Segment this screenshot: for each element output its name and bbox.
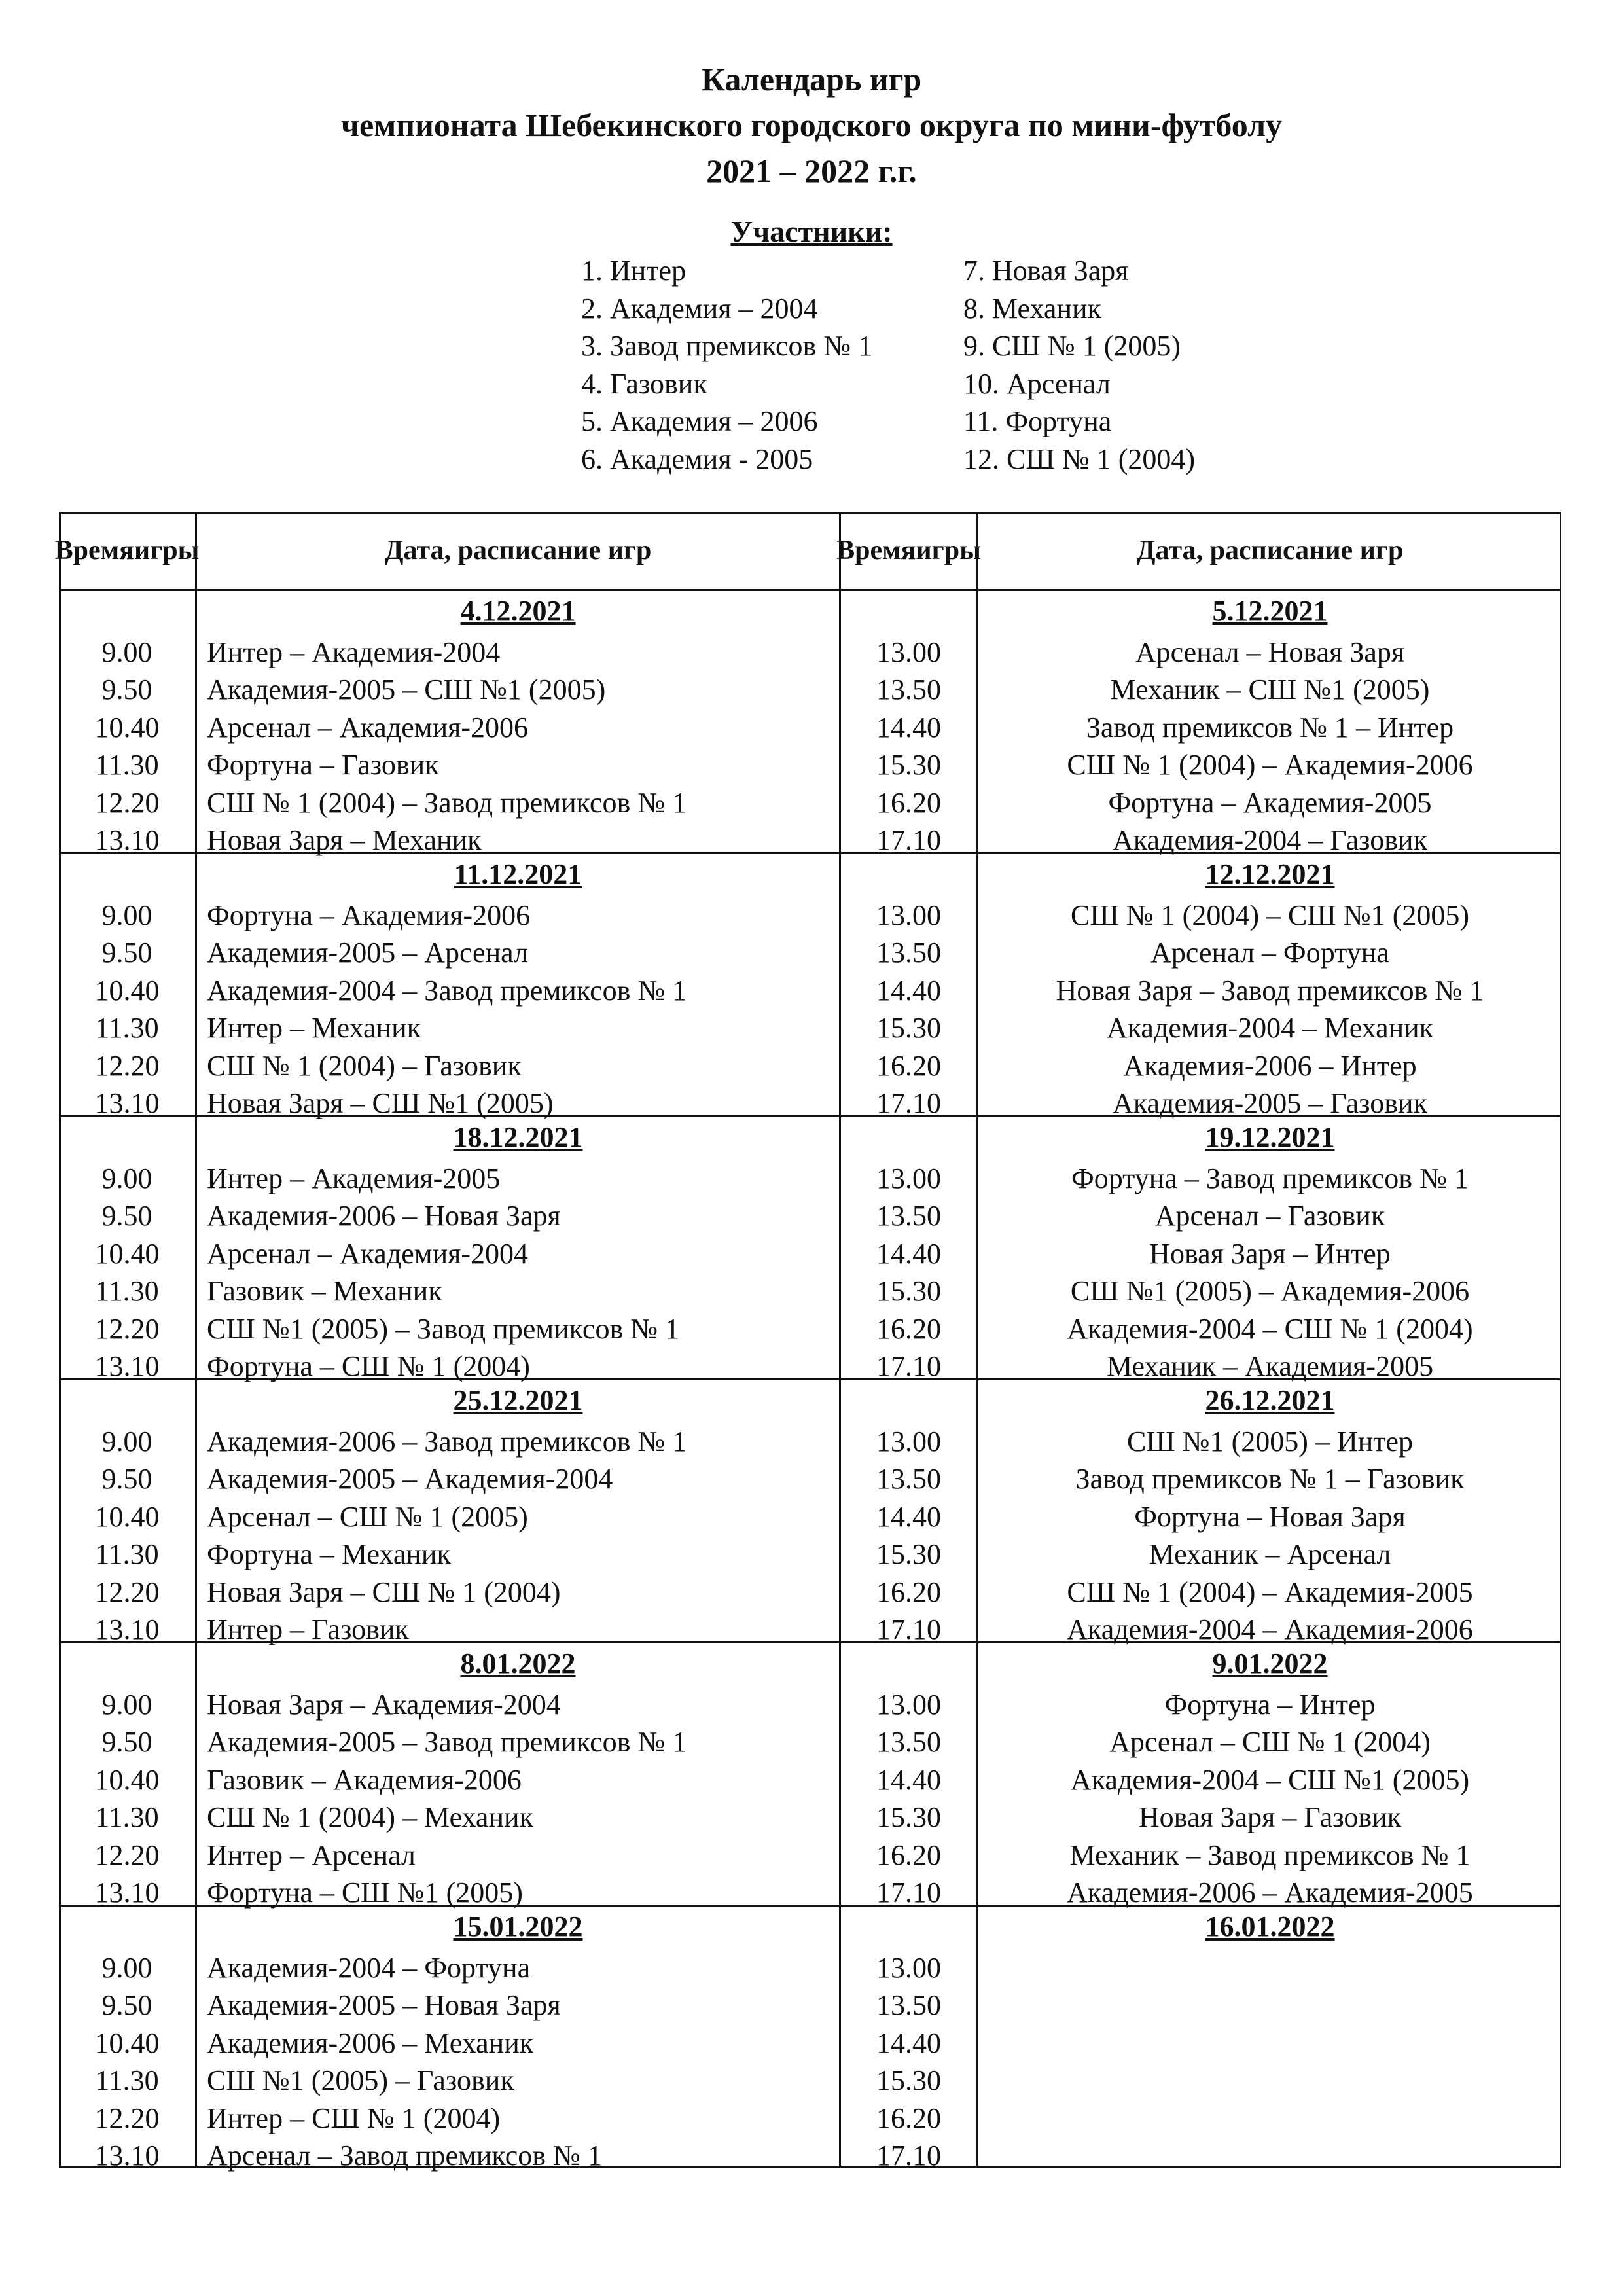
game-pairing: СШ № 1 (2004) – Газовик <box>207 1049 522 1082</box>
game-pairing: Академия-2004 – Фортуна <box>207 1952 531 1984</box>
game-pairing: Новая Заря – Газовик <box>1138 1801 1402 1834</box>
game-time: 13.00 <box>876 1162 941 1194</box>
game-time: 14.40 <box>876 711 941 744</box>
game-pairing: СШ № 1 (2004) – СШ №1 (2005) <box>1070 899 1470 931</box>
game-times <box>59 1949 195 2174</box>
game-pairing: СШ №1 (2005) – Академия-2006 <box>1070 1275 1470 1308</box>
match-day-date: 25.12.2021 <box>453 1384 583 1416</box>
game-time: 15.30 <box>876 1801 941 1834</box>
game-time: 14.40 <box>876 1500 941 1533</box>
game-time: 11.30 <box>95 2064 159 2097</box>
game-time: 13.00 <box>876 1952 941 1984</box>
game-pairing: Академия-2006 – Академия-2005 <box>1067 1876 1473 1909</box>
game-time: 12.20 <box>94 1575 160 1608</box>
game-pairing: Академия-2004 – Газовик <box>1113 824 1427 857</box>
game-pairing: Интер – Академия-2004 <box>207 636 501 668</box>
schedule-block <box>59 1378 1561 1646</box>
game-pairing: Академия-2004 – Механик <box>1106 1012 1434 1045</box>
game-time: 14.40 <box>876 1237 941 1270</box>
participant-item: 9. СШ № 1 (2005) <box>963 330 1181 362</box>
game-pairing: Арсенал – Фортуна <box>1150 937 1389 969</box>
game-time: 16.20 <box>876 1575 941 1608</box>
game-pairing: Арсенал – СШ № 1 (2004) <box>1109 1726 1431 1759</box>
match-day-date: 19.12.2021 <box>1205 1121 1335 1153</box>
game-time: 17.10 <box>876 1613 941 1646</box>
game-pairing: СШ № 1 (2004) – Академия-2005 <box>1067 1575 1473 1608</box>
game-pairing: Фортуна – Механик <box>207 1538 451 1571</box>
game-pairing: Арсенал – Академия-2006 <box>207 711 529 744</box>
game-pairing: Академия-2005 – Академия-2004 <box>207 1463 613 1496</box>
game-time: 9.00 <box>101 1952 152 1984</box>
game-pairing: Арсенал – Новая Заря <box>1135 636 1405 668</box>
game-time: 11.30 <box>95 1801 159 1834</box>
game-time: 15.30 <box>876 749 941 781</box>
game-time: 13.00 <box>876 899 941 931</box>
game-time: 16.20 <box>876 2102 941 2134</box>
game-times <box>59 1423 195 1648</box>
game-pairing: Интер – Академия-2005 <box>207 1162 501 1194</box>
game-list <box>207 1160 822 1385</box>
header-time-word: Время <box>54 535 134 565</box>
header-time-right <box>836 512 981 589</box>
game-times <box>841 1949 976 2174</box>
participant-item: 5. Академия – 2006 <box>581 405 818 437</box>
game-pairing: Академия-2004 – СШ №1 (2005) <box>1070 1763 1470 1796</box>
schedule-block <box>59 1905 1561 2172</box>
game-time: 13.10 <box>94 1350 160 1383</box>
game-pairing: Фортуна – Академия-2005 <box>1108 786 1432 819</box>
game-pairing: Арсенал – Газовик <box>1154 1200 1385 1232</box>
document-subtitle: чемпионата Шебекинского городского округа по мини-футболу <box>340 107 1283 143</box>
game-pairing: Академия-2004 – Академия-2006 <box>1067 1613 1473 1646</box>
game-pairing: Фортуна – Академия-2006 <box>207 899 531 931</box>
game-times <box>841 897 976 1122</box>
game-pairing: Арсенал – Академия-2004 <box>207 1237 529 1270</box>
header-time-word: игры <box>134 535 200 565</box>
game-times <box>841 1686 976 1911</box>
game-time: 17.10 <box>876 1350 941 1383</box>
match-day-date: 12.12.2021 <box>1205 858 1335 890</box>
game-pairing: Академия-2005 – Новая Заря <box>207 1989 561 2022</box>
game-pairing: Академия-2004 – Завод премиксов № 1 <box>207 974 687 1007</box>
game-pairing: Академия-2006 – Механик <box>207 2026 534 2059</box>
game-time: 13.50 <box>876 937 941 969</box>
game-time: 9.00 <box>101 899 152 931</box>
game-pairing: Арсенал – Завод премиксов № 1 <box>207 2140 602 2172</box>
match-day-date: 26.12.2021 <box>1205 1384 1335 1416</box>
game-pairing: Новая Заря – Академия-2004 <box>207 1689 561 1721</box>
game-time: 13.10 <box>94 1087 160 1120</box>
game-list <box>207 1949 822 2174</box>
game-time: 9.50 <box>101 1989 152 2022</box>
game-time: 12.20 <box>94 786 160 819</box>
game-time: 13.10 <box>94 824 160 857</box>
match-day-date: 15.01.2022 <box>453 1910 583 1943</box>
participant-item: 12. СШ № 1 (2004) <box>963 442 1196 475</box>
header-time-word: Время <box>836 535 916 565</box>
game-pairing: Механик – Академия-2005 <box>1106 1350 1434 1383</box>
header-schedule-right: Дата, расписание игр <box>1136 535 1404 565</box>
game-time: 13.50 <box>876 1989 941 2022</box>
game-pairing: СШ №1 (2005) – Интер <box>1126 1426 1414 1458</box>
match-day-date: 4.12.2021 <box>460 595 576 627</box>
game-time: 17.10 <box>876 1876 941 1909</box>
participant-item: 11. Фортуна <box>963 405 1112 437</box>
game-time: 13.10 <box>94 1613 160 1646</box>
game-list <box>978 1423 1561 1648</box>
participant-item: 7. Новая Заря <box>963 255 1129 287</box>
game-list <box>207 634 822 859</box>
game-times <box>841 1423 976 1648</box>
schedule-block <box>59 1115 1561 1383</box>
game-time: 16.20 <box>876 1312 941 1345</box>
game-pairing: Фортуна – СШ № 1 (2004) <box>207 1350 530 1383</box>
game-time: 17.10 <box>876 824 941 857</box>
game-pairing: Академия-2005 – Завод премиксов № 1 <box>207 1726 687 1759</box>
game-pairing: Новая Заря – Механик <box>207 824 482 857</box>
game-pairing: Интер – Газовик <box>207 1613 409 1646</box>
game-pairing: Академия-2004 – СШ № 1 (2004) <box>1067 1312 1473 1345</box>
game-pairing: Интер – Арсенал <box>207 1839 416 1871</box>
game-pairing: СШ № 1 (2004) – Завод премиксов № 1 <box>207 786 687 819</box>
game-time: 9.00 <box>101 1689 152 1721</box>
document-title: Календарь игр <box>701 61 922 98</box>
game-time: 13.50 <box>876 1463 941 1496</box>
header-time-left <box>54 512 200 589</box>
game-time: 10.40 <box>94 1763 160 1796</box>
game-pairing: Академия-2006 – Новая Заря <box>207 1200 561 1232</box>
game-time: 10.40 <box>94 2026 160 2059</box>
participants-list-right <box>963 252 1195 478</box>
game-time: 15.30 <box>876 1275 941 1308</box>
game-time: 9.50 <box>101 1726 152 1759</box>
game-pairing: СШ №1 (2005) – Газовик <box>207 2064 514 2097</box>
game-time: 11.30 <box>95 749 159 781</box>
game-pairing: Интер – Механик <box>207 1012 421 1045</box>
match-day-date: 18.12.2021 <box>453 1121 583 1153</box>
game-list <box>207 897 822 1122</box>
game-pairing: Академия-2006 – Интер <box>1123 1049 1417 1082</box>
game-times <box>59 634 195 859</box>
game-time: 12.20 <box>94 1312 160 1345</box>
game-time: 14.40 <box>876 974 941 1007</box>
game-list <box>207 1423 822 1648</box>
game-times <box>59 1686 195 1911</box>
game-time: 10.40 <box>94 1237 160 1270</box>
game-pairing: Академия-2005 – Газовик <box>1113 1087 1427 1120</box>
participants-list-left <box>581 252 872 478</box>
game-time: 13.50 <box>876 1726 941 1759</box>
game-pairing: Новая Заря – СШ № 1 (2004) <box>207 1575 561 1608</box>
game-list <box>978 1686 1561 1911</box>
game-list <box>207 1686 822 1911</box>
game-pairing: Механик – Завод премиксов № 1 <box>1069 1839 1471 1871</box>
game-pairing: Фортуна – Новая Заря <box>1134 1500 1406 1533</box>
participants-heading: Участники: <box>730 215 893 248</box>
participant-item: 8. Механик <box>963 292 1101 325</box>
game-times <box>841 634 976 859</box>
game-times <box>841 1160 976 1385</box>
schedule-table <box>54 512 1561 2172</box>
match-day-date: 9.01.2022 <box>1212 1647 1328 1679</box>
game-time: 17.10 <box>876 1087 941 1120</box>
game-time: 15.30 <box>876 1012 941 1045</box>
game-list <box>978 634 1561 859</box>
participant-item: 4. Газовик <box>581 367 707 400</box>
game-pairing: Академия-2006 – Завод премиксов № 1 <box>207 1426 687 1458</box>
match-day-date: 16.01.2022 <box>1205 1910 1335 1943</box>
game-time: 11.30 <box>95 1012 159 1045</box>
game-time: 14.40 <box>876 2026 941 2059</box>
game-time: 9.00 <box>101 636 152 668</box>
game-pairing: СШ № 1 (2004) – Академия-2006 <box>1067 749 1473 781</box>
game-time: 15.30 <box>876 1538 941 1571</box>
game-time: 13.00 <box>876 636 941 668</box>
game-times <box>59 897 195 1122</box>
game-time: 15.30 <box>876 2064 941 2097</box>
schedule-block <box>59 1641 1561 1909</box>
header-schedule-left: Дата, расписание игр <box>384 535 652 565</box>
game-pairing: Академия-2005 – СШ №1 (2005) <box>207 673 606 706</box>
game-pairing: Академия-2005 – Арсенал <box>207 937 529 969</box>
participant-item: 6. Академия - 2005 <box>581 442 813 475</box>
participant-item: 10. Арсенал <box>963 367 1111 400</box>
game-time: 9.50 <box>101 1463 152 1496</box>
game-time: 9.00 <box>101 1426 152 1458</box>
game-time: 13.50 <box>876 673 941 706</box>
game-time: 11.30 <box>95 1538 159 1571</box>
participant-item: 2. Академия – 2004 <box>581 292 818 325</box>
game-time: 10.40 <box>94 1500 160 1533</box>
participant-item: 1. Интер <box>581 255 687 287</box>
game-time: 12.20 <box>94 1839 160 1871</box>
season-years: 2021 – 2022 г.г. <box>706 152 917 189</box>
game-time: 10.40 <box>94 974 160 1007</box>
game-time: 13.10 <box>94 2140 160 2172</box>
game-pairing: Газовик – Механик <box>207 1275 442 1308</box>
game-time: 12.20 <box>94 2102 160 2134</box>
game-pairing: Механик – Арсенал <box>1149 1538 1391 1571</box>
game-pairing: Новая Заря – Завод премиксов № 1 <box>1056 974 1484 1007</box>
game-time: 9.50 <box>101 673 152 706</box>
game-time: 9.50 <box>101 1200 152 1232</box>
game-pairing: СШ № 1 (2004) – Механик <box>207 1801 533 1834</box>
game-time: 13.10 <box>94 1876 160 1909</box>
game-pairing: Фортуна – Интер <box>1164 1689 1376 1721</box>
game-time: 13.00 <box>876 1689 941 1721</box>
game-time: 10.40 <box>94 711 160 744</box>
game-pairing: Новая Заря – Интер <box>1149 1237 1391 1270</box>
game-pairing: Механик – СШ №1 (2005) <box>1110 673 1430 706</box>
game-pairing: Газовик – Академия-2006 <box>207 1763 522 1796</box>
game-pairing: Фортуна – СШ №1 (2005) <box>207 1876 523 1909</box>
game-time: 16.20 <box>876 786 941 819</box>
participant-item: 3. Завод премиксов № 1 <box>581 330 873 362</box>
game-pairing: Фортуна – Завод премиксов № 1 <box>1071 1162 1469 1194</box>
game-list <box>978 1160 1561 1385</box>
match-day-date: 11.12.2021 <box>454 858 582 890</box>
match-day-date: 8.01.2022 <box>460 1647 576 1679</box>
schedule-block <box>59 852 1561 1120</box>
game-pairing: Завод премиксов № 1 – Газовик <box>1075 1463 1465 1496</box>
game-time: 14.40 <box>876 1763 941 1796</box>
game-time: 16.20 <box>876 1839 941 1871</box>
game-pairing: Фортуна – Газовик <box>207 749 439 781</box>
game-time: 12.20 <box>94 1049 160 1082</box>
game-time: 16.20 <box>876 1049 941 1082</box>
match-day-date: 5.12.2021 <box>1212 595 1328 627</box>
game-pairing: СШ №1 (2005) – Завод премиксов № 1 <box>207 1312 680 1345</box>
game-time: 11.30 <box>95 1275 159 1308</box>
game-time: 9.50 <box>101 937 152 969</box>
header-time-word: игры <box>916 535 981 565</box>
game-pairing: Завод премиксов № 1 – Интер <box>1086 711 1454 744</box>
game-time: 13.00 <box>876 1426 941 1458</box>
game-time: 17.10 <box>876 2140 941 2172</box>
game-time: 9.00 <box>101 1162 152 1194</box>
game-pairing: Новая Заря – СШ №1 (2005) <box>207 1087 554 1120</box>
game-times <box>59 1160 195 1385</box>
game-time: 13.50 <box>876 1200 941 1232</box>
schedule-block <box>59 589 1561 857</box>
game-list <box>978 897 1561 1122</box>
game-pairing: Интер – СШ № 1 (2004) <box>207 2102 501 2134</box>
game-pairing: Арсенал – СШ № 1 (2005) <box>207 1500 528 1533</box>
